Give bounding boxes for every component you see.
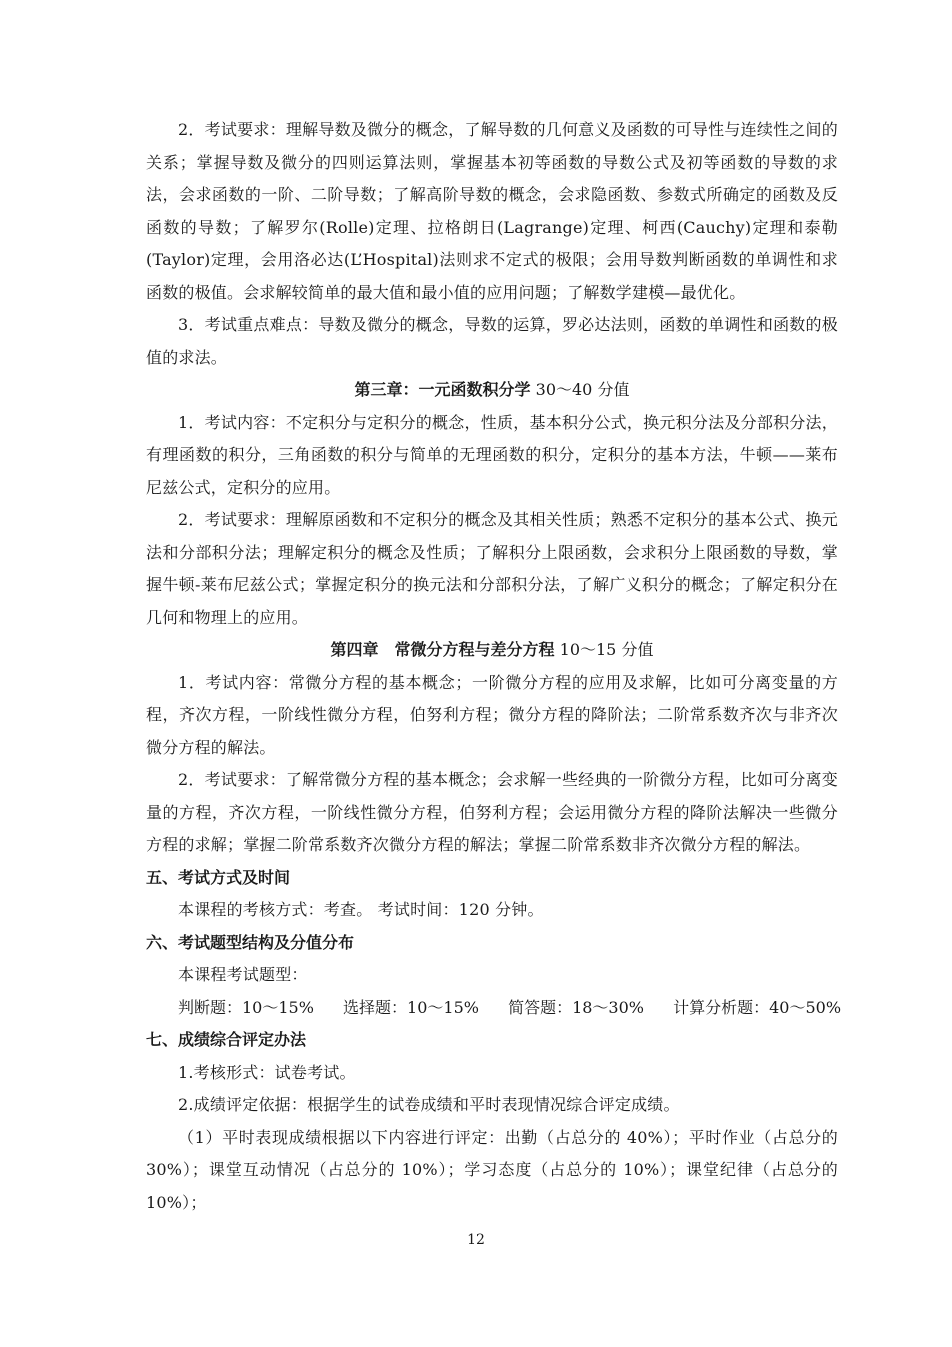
chapter-3-score: 30～40 分值 — [535, 380, 630, 399]
exam-type-short-answer: 简答题：18～30% — [508, 997, 644, 1017]
section-7-heading: 七、成绩综合评定办法 — [146, 1030, 307, 1049]
exam-type-calculation: 计算分析题：40～50% — [673, 997, 842, 1017]
exam-type-true-false: 判断题：10～15% — [178, 997, 314, 1017]
ch4-requirements-paragraph: 2．考试要求：了解常微分方程的基本概念；会求解一些经典的一阶微分方程，比如可分离变量的方程，齐次方程，一阶线性微分方程，伯努利方程；会运用微分方程的降阶法解决一些微分方程的求解；掌握二阶常系数齐次微分方程的解法；掌握二阶常系数非齐次微分方程的解法。 — [146, 770, 838, 854]
page-number: 12 — [467, 1232, 485, 1248]
exam-method-paragraph: 本课程的考核方式：考查。 考试时间：120 分钟。 — [178, 900, 544, 919]
chapter-4-title: 第四章 常微分方程与差分方程 — [330, 640, 555, 659]
ch4-content-paragraph: 1．考试内容：常微分方程的基本概念；一阶微分方程的应用及求解，比如可分离变量的方程，齐次方程，一阶线性微分方程，伯努利方程；微分方程的降阶法；二阶常系数齐次与非齐次微分方程的解法。 — [146, 672, 838, 757]
grading-item-2: 2.成绩评定依据：根据学生的试卷成绩和平时表现情况综合评定成绩。 — [178, 1095, 680, 1114]
ch2-requirements-paragraph: 2．考试要求：理解导数及微分的概念，了解导数的几何意义及函数的可导性与连续性之间的关系；掌握导数及微分的四则运算法则，掌握基本初等函数的导数公式及初等函数的导数的求法，会求函数的一阶、二阶导数；了解高阶导数的概念，会求隐函数、参数式所确定的函数及反函数的导数；了解罗尔(Rolle)定理、拉格朗日(Lagrange)定理、柯西(Cauchy)定理和泰勒(Taylor)定理，会用洛必达(L’Hospital)法则求不定式的极限；会用导数判断函数的单调性和求函数的极值。会求解较简单的最大值和最小值的应用问题；了解数学建模—最优化。 — [146, 120, 838, 302]
chapter-4-score: 10～15 分值 — [559, 640, 654, 659]
ch2-key-points-paragraph: 3．考试重点难点：导数及微分的概念，导数的运算，罗必达法则，函数的单调性和函数的极值的求法。 — [146, 315, 838, 367]
exam-types-row — [146, 992, 842, 1025]
section-6-heading: 六、考试题型结构及分值分布 — [146, 932, 355, 952]
ch3-requirements-paragraph: 2．考试要求：理解原函数和不定积分的概念及其相关性质；熟悉不定积分的基本公式、换元法和分部积分法；理解定积分的概念及性质；了解积分上限函数，会求积分上限函数的导数，掌握牛顿-莱布尼兹公式；掌握定积分的换元法和分部积分法，了解广义积分的概念；了解定积分在几何和物理上的应用。 — [146, 510, 838, 627]
chapter-3-title: 第三章：一元函数积分学 — [354, 380, 531, 399]
page-body — [146, 114, 842, 1219]
grading-item-3: （1）平时表现成绩根据以下内容进行评定：出勤（占总分的 40%）；平时作业（占总分的 30%）；课堂互动情况（占总分的 10%）；学习态度（占总分的 10%）；课堂纪律（占总分的 10%）； — [146, 1127, 838, 1212]
exam-types-intro: 本课程考试题型： — [178, 965, 308, 984]
ch3-content-paragraph: 1．考试内容：不定积分与定积分的概念，性质，基本积分公式，换元积分法及分部积分法，有理函数的积分，三角函数的积分与简单的无理函数的积分，定积分的基本方法，牛顿——莱布尼兹公式，定积分的应用。 — [146, 412, 838, 497]
grading-item-1: 1.考核形式：试卷考试。 — [178, 1062, 356, 1082]
chapter-3-heading — [146, 374, 838, 407]
section-5-heading: 五、考试方式及时间 — [146, 867, 291, 887]
exam-type-multiple-choice: 选择题：10～15% — [343, 997, 479, 1017]
chapter-4-heading — [146, 634, 838, 667]
